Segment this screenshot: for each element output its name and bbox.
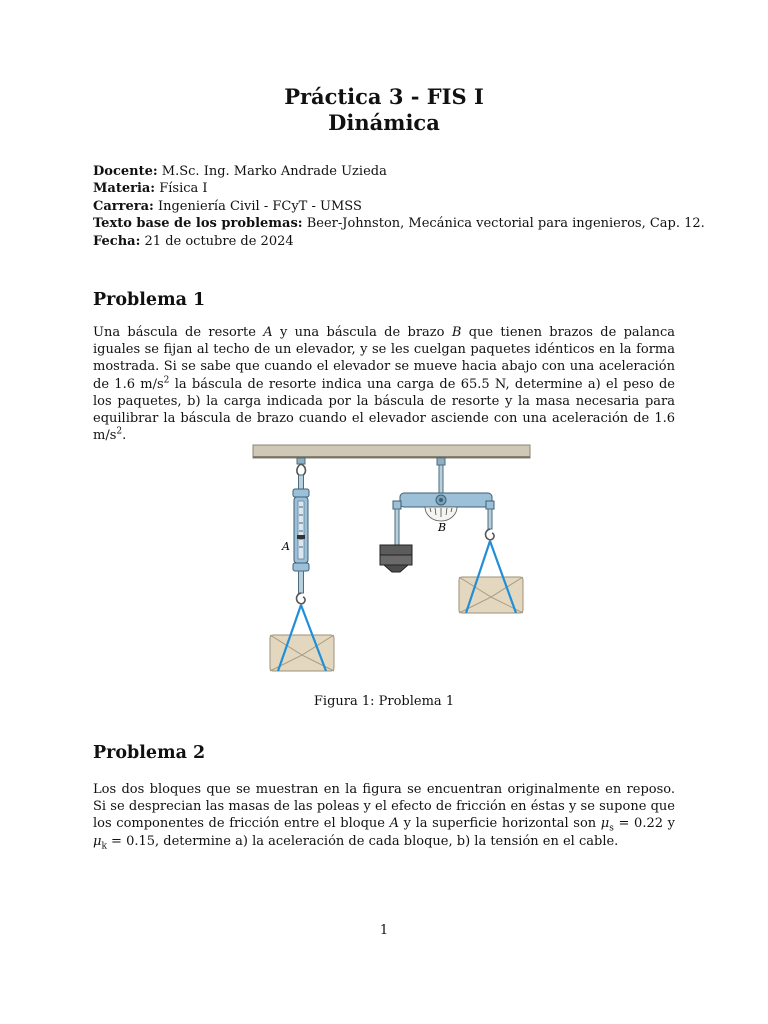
metadata-block — [93, 163, 705, 250]
p1-exponent: 2 — [163, 375, 170, 386]
meta-docente-label: Docente: — [93, 164, 158, 179]
p2-text-part: y la superficie horizontal son — [399, 816, 601, 832]
meta-texto-label: Texto base de los problemas: — [93, 216, 303, 232]
p2-subscript-s: s — [609, 824, 614, 834]
p2-text-part: = 0.15, determine a) la aceleración de cada bloque, b) la tensión en el cable. — [106, 833, 619, 849]
problem-1-heading: Problema 1 — [93, 290, 206, 310]
meta-docente-value: M.Sc. Ing. Marko Andrade Uzieda — [157, 164, 387, 179]
label-b: B — [438, 521, 447, 534]
p1-text-part: y una báscula de brazo — [272, 325, 452, 340]
figure-1-caption: Figura 1: Problema 1 — [313, 694, 455, 709]
meta-fecha — [93, 233, 705, 250]
meta-materia — [93, 180, 705, 197]
p2-text-part: Los dos bloques que se muestran en la figura se encuentran originalmente en reposo. Si se desprecian las masas de las poleas y el efecto de fricción en éstas y se supone que los componentes de fricción entre el bloque — [93, 782, 675, 832]
meta-materia-value: Física I — [155, 181, 208, 197]
meta-fecha-value: 21 de octubre de 2024 — [140, 233, 294, 249]
ceiling-beam — [253, 445, 530, 458]
meta-fecha-label: Fecha: — [93, 233, 141, 249]
meta-carrera-value: Ingeniería Civil - FCyT - UMSS — [153, 198, 362, 214]
meta-docente — [93, 163, 705, 180]
problem-2-heading: Problema 2 — [93, 743, 206, 763]
package-a — [270, 605, 334, 671]
p1-text-part: la báscula de resorte indica una carga de 65.5 N, determine a) el peso de los paquetes, b) la carga indicada por la báscula de resorte y la masa necesaria para equilibrar la báscula de brazo cuando el elevador asciende con una aceleración de 1.6 m/s — [93, 376, 675, 444]
counterweight — [380, 545, 412, 572]
meta-texto-base — [93, 215, 705, 232]
document-subtitle: Dinámica — [328, 110, 440, 135]
p1-var-b: B — [451, 325, 462, 340]
label-a: A — [282, 540, 290, 553]
meta-texto-value: Beer-Johnston, Mecánica vectorial para ingenieros, Cap. 12. — [302, 216, 705, 232]
p2-mu-symbol: μ — [600, 816, 610, 832]
p1-exponent: 2 — [116, 426, 123, 437]
package-b — [459, 541, 523, 613]
p2-mu-symbol: μ — [93, 833, 102, 849]
meta-materia-label: Materia: — [93, 181, 156, 197]
spring-scale-a — [293, 458, 309, 604]
meta-carrera-label: Carrera: — [93, 198, 154, 214]
problem-1-text — [93, 324, 675, 444]
document-title: Práctica 3 - FIS I — [284, 84, 484, 109]
problem-2-text — [93, 781, 675, 850]
p2-var-a: A — [389, 816, 399, 832]
p1-text-part: Una báscula de resorte — [93, 325, 264, 340]
p2-subscript-k: k — [101, 841, 107, 852]
figure-1-elevator-scales — [250, 441, 535, 681]
p2-text-part: = 0.22 y — [613, 816, 675, 832]
p1-text-part: . — [122, 428, 127, 444]
meta-carrera — [93, 198, 705, 215]
p1-var-a: A — [263, 325, 273, 340]
page-number: 1 — [379, 923, 389, 938]
p1-text-part: que tienen brazos de palanca iguales se fijan al techo de un elevador, y se les cuelgan paquetes idénticos en la forma mostrada. Si se sabe que cuando el elevador se mueve hacia abajo con una aceleración de 1.6 m/s — [93, 325, 675, 392]
